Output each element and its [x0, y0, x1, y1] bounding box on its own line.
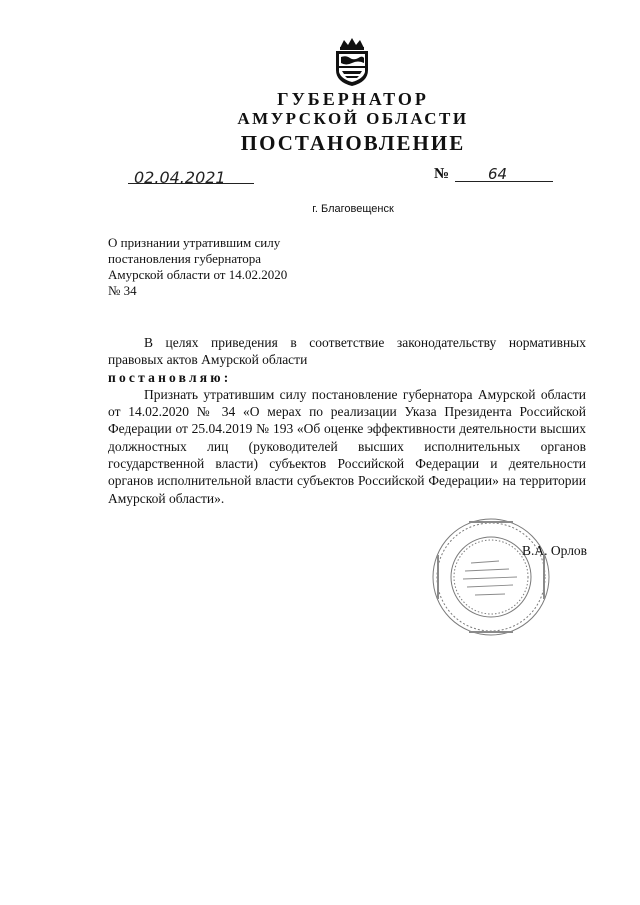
subject-line: Амурской области от 14.02.2020: [108, 267, 288, 282]
decree-body: [108, 334, 586, 507]
subject-line: № 34: [108, 283, 137, 298]
number-underline: [455, 181, 553, 182]
handwritten-number: 64: [488, 165, 508, 183]
number-label: №: [434, 166, 450, 182]
signatory-name: В.А. Орлов: [522, 543, 588, 558]
official-seal-stamp: [429, 515, 553, 639]
header-title-governor: ГУБЕРНАТОР: [277, 89, 429, 109]
subject-line: постановления губернатора: [108, 251, 262, 266]
preamble-line: В целях приведения в соответствие законодательству нормативных: [144, 335, 586, 350]
date-underline: [128, 183, 254, 184]
header-title-decree: ПОСТАНОВЛЕНИЕ: [240, 131, 466, 155]
coat-of-arms-icon: [330, 36, 374, 88]
order-paragraph: Признать утратившим силу постановление губернатора Амурской области от 14.02.2020 № 34 «О мерах по реализации Указа Президента Российской Федерации от 25.04.2019 № 193 «Об оценке эффективности деятельности высших должностных лиц (руководителей высших исполнительных органов государственной власти) субъектов Российской Федерации и деятельности органов исполнительной власти субъектов Российской Федерации» на территории Амурской области».: [108, 386, 586, 506]
decree-subject: [108, 235, 368, 299]
city-label: г. Благовещенск: [312, 203, 394, 215]
decree-word: постановляю:: [108, 369, 232, 385]
subject-line: О признании утратившим силу: [108, 235, 281, 250]
preamble-line: правовых актов Амурской области: [108, 352, 308, 368]
header-title-region: АМУРСКОЙ ОБЛАСТИ: [237, 109, 469, 128]
handwritten-date: 02.04.2021: [134, 168, 226, 187]
